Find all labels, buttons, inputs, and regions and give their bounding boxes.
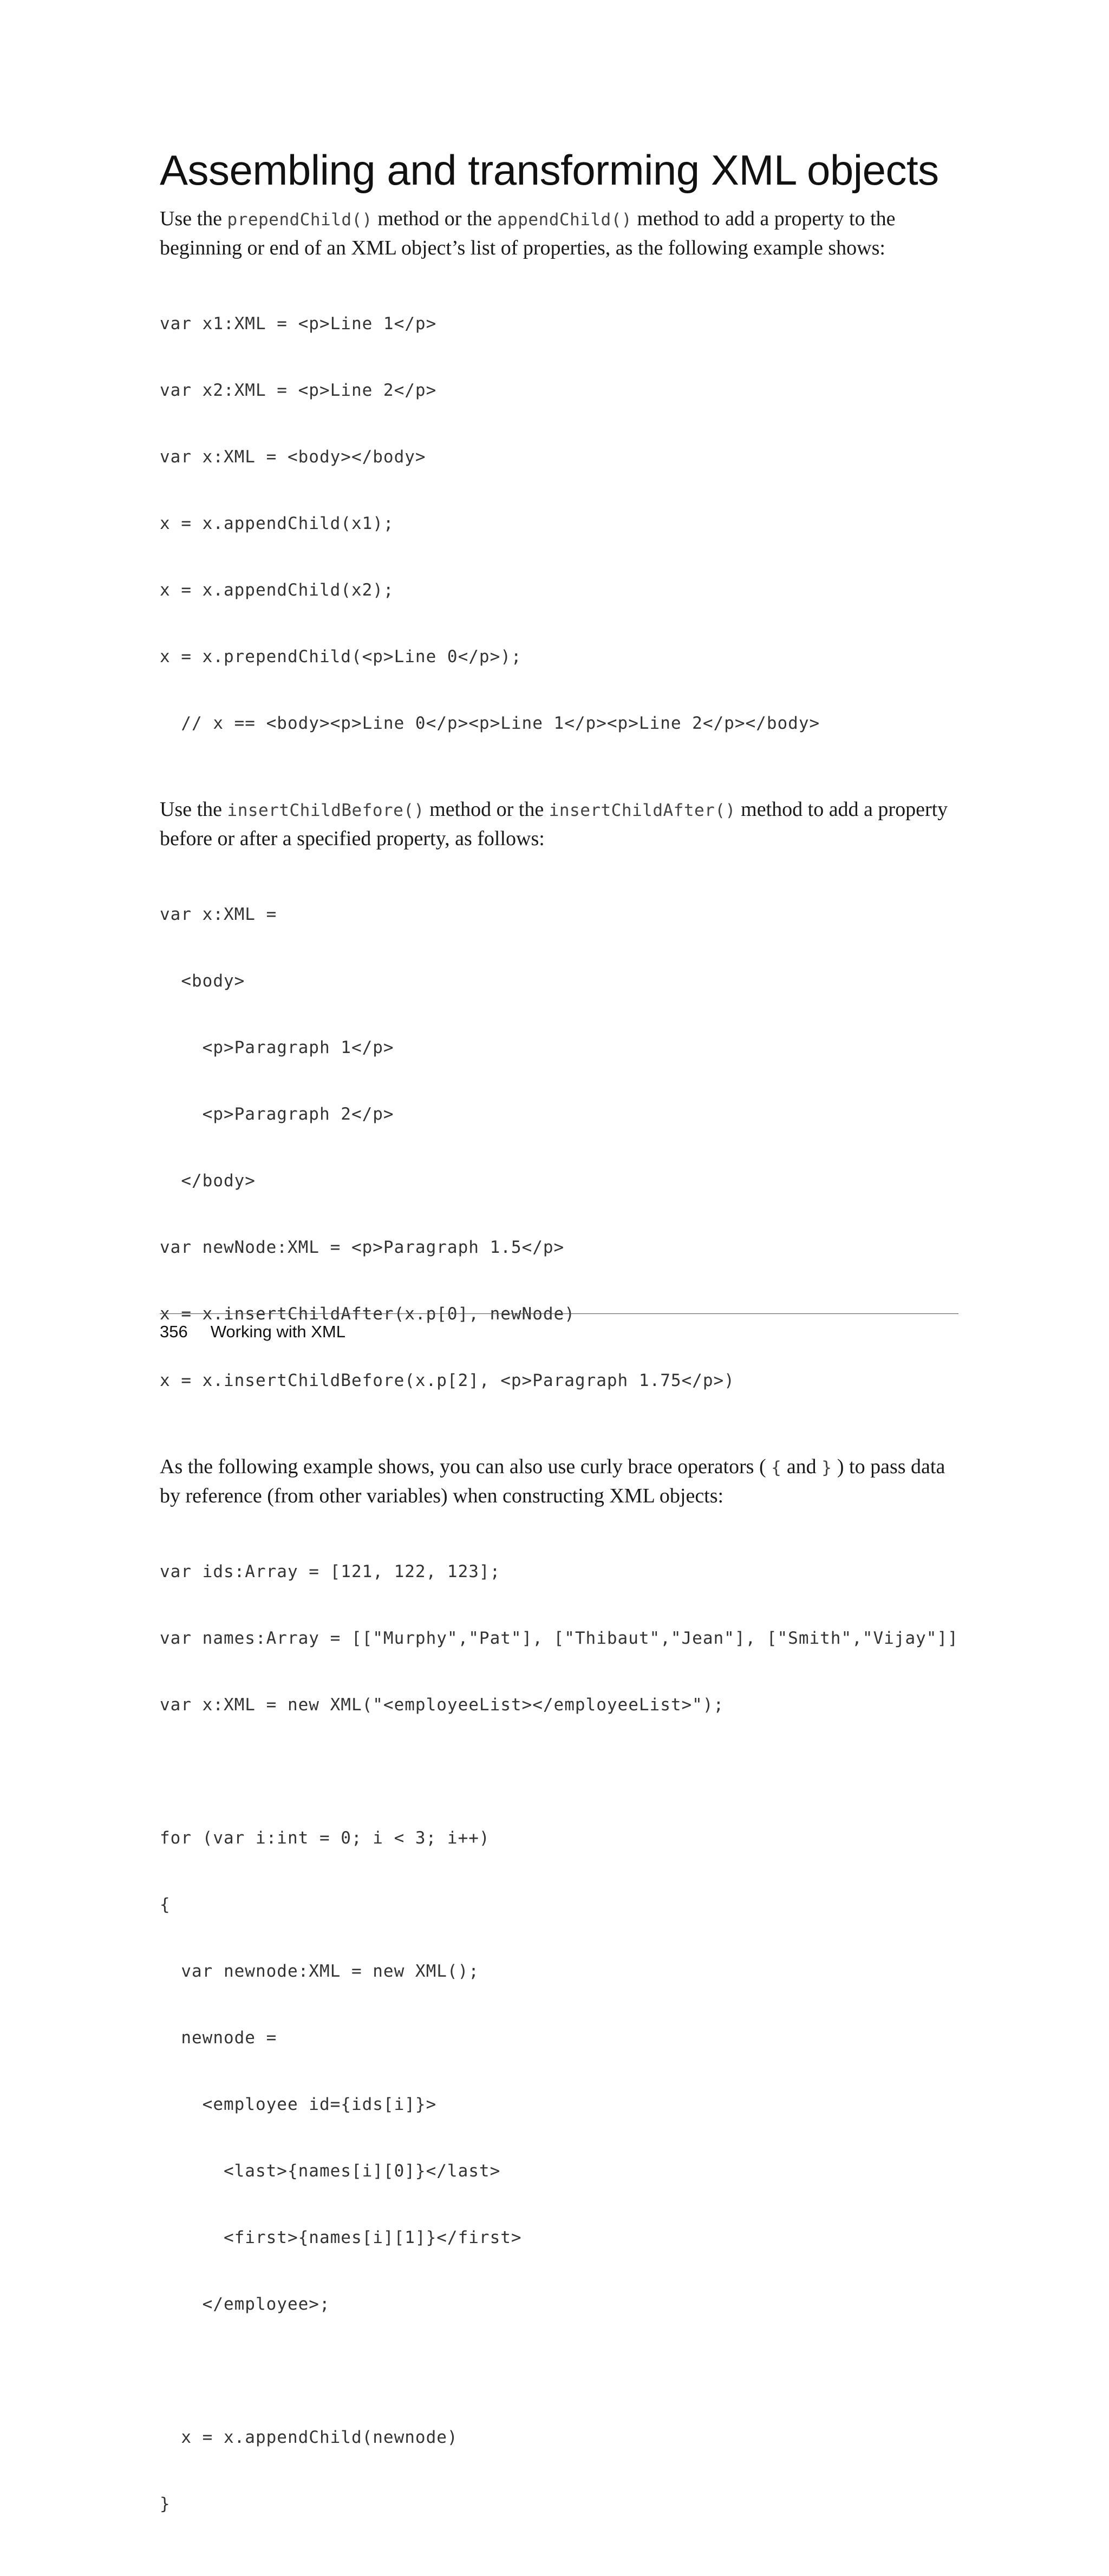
code-line: x = x.insertChildAfter(x.p[0], newNode) [160, 1304, 575, 1324]
code-line [160, 2360, 958, 2382]
code-block-append-prepend [160, 269, 958, 779]
page-number: 356 [160, 1322, 188, 1341]
code-line: x = x.appendChild(x2); [160, 580, 394, 600]
code-line: // x == <body><p>Line 0</p><p>Line 1</p><p>Line 2</p></body> [160, 714, 820, 733]
code-line: <body> [160, 971, 245, 991]
code-line: for (var i:int = 0; i < 3; i++) [160, 1828, 490, 1848]
paragraph-text: ) to pass data by reference (from other variables) when constructing XML objects: [160, 1455, 945, 1507]
code-line: var x:XML = <body></body> [160, 447, 426, 467]
paragraph-text: method to add a property before or after a specified property, as follows: [160, 798, 948, 850]
code-line: } [160, 2494, 171, 2514]
section-title: Working with XML [210, 1322, 345, 1341]
code-line: var newNode:XML = <p>Paragraph 1.5</p> [160, 1238, 565, 1257]
code-line: </body> [160, 1171, 256, 1191]
paragraph-text: method or the [424, 798, 549, 821]
inline-code: { [771, 1458, 782, 1477]
code-line: <last>{names[i][0]}</last> [160, 2161, 501, 2181]
code-line: var x2:XML = <p>Line 2</p> [160, 381, 437, 400]
inline-code: insertChildBefore() [227, 801, 425, 820]
paragraph-text: As the following example shows, you can also use curly brace operators ( [160, 1455, 772, 1478]
code-line: </employee>; [160, 2294, 330, 2314]
code-block-curly-braces [160, 1516, 958, 2560]
code-line: var newnode:XML = new XML(); [160, 1962, 479, 1981]
inline-code: prependChild() [227, 210, 373, 230]
paragraph-text: and [781, 1455, 822, 1478]
code-line: var x:XML = new XML("<employeeList></employeeList>"); [160, 1695, 725, 1715]
paragraph-curly-braces [160, 1453, 958, 1510]
code-line: <employee id={ids[i]}> [160, 2095, 437, 2114]
code-line: var x:XML = [160, 905, 277, 924]
sections [160, 205, 958, 2560]
paragraph-text: Use the [160, 207, 227, 230]
code-line: x = x.prependChild(<p>Line 0</p>); [160, 647, 522, 666]
page-footer [160, 1321, 345, 1343]
inline-code: insertChildAfter() [549, 801, 736, 820]
page-content [160, 146, 958, 2576]
code-line: var ids:Array = [121, 122, 123]; [160, 1562, 501, 1581]
code-line: <p>Paragraph 1</p> [160, 1038, 394, 1057]
code-line: x = x.appendChild(x1); [160, 514, 394, 533]
paragraph-intro-prepend-append [160, 205, 958, 262]
code-line [160, 1761, 958, 1783]
paragraph-insert-child [160, 795, 958, 853]
code-line: <p>Paragraph 2</p> [160, 1104, 394, 1124]
paragraph-text: method or the [372, 207, 497, 230]
inline-code: } [821, 1458, 832, 1477]
code-line: newnode = [160, 2028, 277, 2048]
code-line: { [160, 1895, 171, 1914]
inline-code: appendChild() [497, 210, 632, 230]
code-block-insert-child [160, 859, 958, 1436]
paragraph-text: Use the [160, 798, 227, 821]
footer-divider [160, 1313, 958, 1314]
paragraph-text: method to add a property to the beginning or end of an XML object’s list of properties, as the following example shows: [160, 207, 896, 259]
code-line: var names:Array = [["Murphy","Pat"], ["Thibaut","Jean"], ["Smith","Vijay"]] [160, 1629, 958, 1648]
code-line: var x1:XML = <p>Line 1</p> [160, 314, 437, 334]
code-line: x = x.appendChild(newnode) [160, 2428, 458, 2447]
page-title: Assembling and transforming XML objects [160, 146, 939, 194]
code-line: x = x.insertChildBefore(x.p[2], <p>Paragraph 1.75</p>) [160, 1371, 735, 1390]
code-line: <first>{names[i][1]}</first> [160, 2228, 522, 2247]
